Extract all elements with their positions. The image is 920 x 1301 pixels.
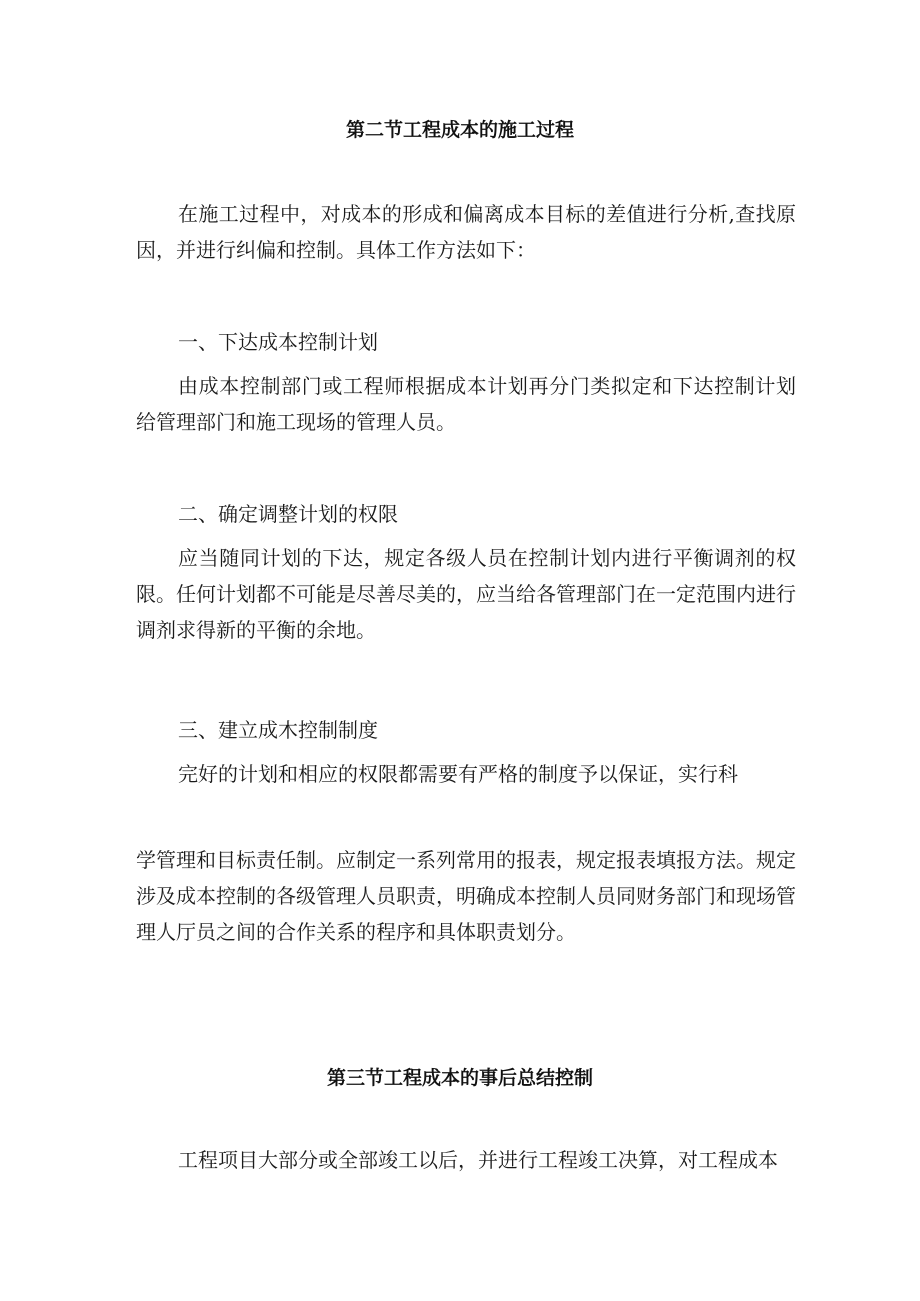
section3-intro-paragraph: 工程项目大部分或全部竣工以后，并进行工程竣工决算，对工程成本 bbox=[178, 1148, 778, 1172]
item3-heading: 三、建立成木控制制度 bbox=[178, 718, 378, 742]
item1-heading: 一、下达成本控制计划 bbox=[178, 330, 378, 354]
section2-intro-paragraph: 在施工过程中，对成本的形成和偏离成本目标的差值进行分析,查找原因，并进行纠偏和控制。具体工作方法如下： bbox=[136, 202, 796, 262]
item3-body-continuation: 学管理和目标责任制。应制定一系列常用的报表，规定报表填报方法。规定涉及成本控制的各级管理人员职责，明确成本控制人员同财务部门和现场管理人厅员之间的合作关系的程序和具体职责划分。 bbox=[136, 848, 796, 944]
section3-title: 第三节工程成本的事后总结控制 bbox=[326, 1067, 593, 1089]
item2-body-paragraph: 应当随同计划的下达，规定各级人员在控制计划内进行平衡调剂的权限。任何计划都不可能是尽善尽美的，应当给各管理部门在一定范围内进行调剂求得新的平衡的余地。 bbox=[136, 546, 796, 642]
item2-heading: 二、确定调整计划的权限 bbox=[178, 502, 398, 526]
item3-body-first-line: 完好的计划和相应的权限都需要有严格的制度予以保证，实行科 bbox=[178, 762, 738, 786]
section2-title: 第二节工程成本的施工过程 bbox=[345, 119, 574, 141]
item1-body-paragraph: 由成本控制部门或工程师根据成本计划再分门类拟定和下达控制计划给管理部门和施工现场的管理人员。 bbox=[136, 374, 796, 434]
